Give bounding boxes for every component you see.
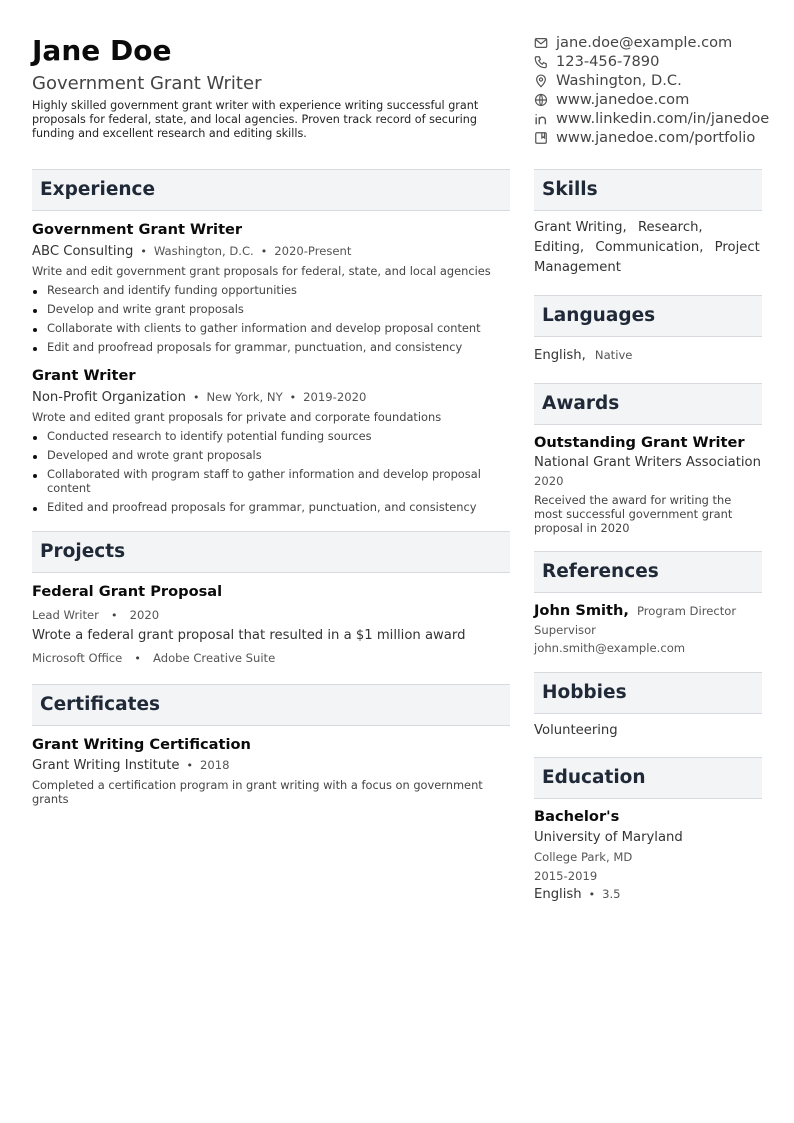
job-meta <box>32 389 510 407</box>
job-bullets <box>32 283 510 354</box>
certificates-heading: Certificates <box>32 684 510 726</box>
skills-list <box>534 218 762 278</box>
award-org: National Grant Writers Association <box>534 455 761 470</box>
profile-summary: Highly skilled government grant writer with experience writing successful grant proposals for federal, state, and local agencies. Proven track record of securing funding and excellent research and editing skills. <box>32 99 479 140</box>
certificate-title: Grant Writing Certification <box>32 736 251 753</box>
globe-icon <box>534 93 548 107</box>
project-tool: Microsoft Office <box>32 651 123 665</box>
certificate-description: Completed a certification program in grant writing with a focus on government grants <box>32 778 483 806</box>
certificate-issuer: Grant Writing Institute <box>32 758 180 773</box>
skill-item: Project Management <box>534 240 760 275</box>
project-role: Lead Writer <box>32 608 99 622</box>
award-item <box>534 434 762 535</box>
job-bullets <box>32 429 510 514</box>
reference-name: John Smith, <box>534 602 629 619</box>
separator-dot: • <box>192 391 200 404</box>
contact-location <box>534 71 762 90</box>
project-year: 2020 <box>129 608 160 622</box>
language-level: Native <box>594 348 633 362</box>
languages-heading: Languages <box>534 295 762 337</box>
reference-title: Program Director <box>636 604 737 618</box>
awards-heading: Awards <box>534 383 762 425</box>
hobby-item: Volunteering <box>534 723 618 738</box>
job-location: Washington, D.C. <box>153 244 254 258</box>
references-heading: References <box>534 551 762 593</box>
portfolio-icon <box>534 131 548 145</box>
list-item: Collaborate with clients to gather information and develop proposal content <box>32 321 510 335</box>
hobbies-heading: Hobbies <box>534 672 762 714</box>
job-meta <box>32 243 510 261</box>
job-company: Non-Profit Organization <box>32 390 186 405</box>
list-item: Collaborated with program staff to gather information and develop proposal content <box>32 467 510 495</box>
list-item: Conducted research to identify potential funding sources <box>32 429 510 443</box>
certificate-item <box>32 736 510 806</box>
reference-relation: Supervisor <box>534 623 596 637</box>
list-item: Develop and write grant proposals <box>32 302 510 316</box>
list-item: Edited and proofread proposals for grammar, punctuation, and consistency <box>32 500 510 514</box>
education-gpa: 3.5 <box>602 887 621 901</box>
school-name: University of Maryland <box>534 830 683 845</box>
main-column <box>32 34 510 806</box>
certificate-year: 2018 <box>200 758 230 772</box>
project-description: Wrote a federal grant proposal that resulted in a $1 million award <box>32 628 466 643</box>
contact-list <box>534 33 770 147</box>
list-item: Research and identify funding opportunities <box>32 283 510 297</box>
separator-dot: • <box>134 652 141 665</box>
education-meta <box>534 886 762 904</box>
contact-email[interactable] <box>534 33 762 52</box>
reference-email[interactable]: john.smith@example.com <box>534 641 686 655</box>
award-year: 2020 <box>534 474 564 488</box>
separator-dot: • <box>111 609 118 622</box>
job-location: New York, NY <box>206 390 283 404</box>
education-item <box>534 808 762 904</box>
list-item: Developed and wrote grant proposals <box>32 448 510 462</box>
contact-portfolio[interactable] <box>534 128 762 147</box>
separator-dot: • <box>140 245 147 258</box>
project-tool: Adobe Creative Suite <box>152 651 276 665</box>
skill-item: Research, <box>637 220 703 235</box>
education-heading: Education <box>534 757 762 799</box>
contact-linkedin[interactable] <box>534 109 770 128</box>
experience-heading: Experience <box>32 169 510 211</box>
website-link[interactable]: www.janedoe.com <box>556 91 690 108</box>
skill-item: Editing, <box>534 240 585 255</box>
skills-heading: Skills <box>534 169 762 211</box>
school-location: College Park, MD <box>534 850 633 864</box>
job-dates: 2019-2020 <box>303 390 367 404</box>
contact-website[interactable] <box>534 90 762 109</box>
projects-heading: Projects <box>32 531 510 573</box>
job-title: Grant Writer <box>32 367 136 384</box>
job-summary: Wrote and edited grant proposals for private and corporate foundations <box>32 410 442 424</box>
portfolio-link[interactable]: www.janedoe.com/portfolio <box>556 129 756 146</box>
education-dates: 2015-2019 <box>534 869 598 883</box>
language-item <box>534 344 762 365</box>
separator-dot: • <box>186 759 193 772</box>
candidate-title: Government Grant Writer <box>32 73 262 94</box>
project-meta <box>32 604 510 623</box>
linkedin-icon <box>534 112 548 126</box>
location-pin-icon <box>534 74 548 88</box>
job-dates: 2020-Present <box>274 244 352 258</box>
education-field: English <box>534 887 582 902</box>
award-description: Received the award for writing the most successful government grant proposal in 2020 <box>534 493 733 535</box>
reference-header <box>534 602 762 620</box>
separator-dot: • <box>260 245 268 258</box>
language-name: English, <box>534 348 586 363</box>
email-text[interactable]: jane.doe@example.com <box>556 34 733 51</box>
certificate-meta <box>32 757 510 775</box>
job-title: Government Grant Writer <box>32 221 243 238</box>
degree: Bachelor's <box>534 808 620 825</box>
skill-item: Grant Writing, <box>534 220 627 235</box>
reference-item <box>534 602 762 655</box>
project-title: Federal Grant Proposal <box>32 583 223 600</box>
separator-dot: • <box>588 888 596 901</box>
phone-icon <box>534 55 548 69</box>
job-summary: Write and edit government grant proposals for federal, state, and local agencies <box>32 264 491 278</box>
project-tools <box>32 647 510 666</box>
contact-phone[interactable] <box>534 52 762 71</box>
skill-item: Communication, <box>595 240 704 255</box>
candidate-name: Jane Doe <box>32 34 172 67</box>
experience-item <box>32 221 510 354</box>
mail-icon <box>534 36 548 50</box>
phone-text[interactable]: 123-456-7890 <box>556 53 660 70</box>
job-company: ABC Consulting <box>32 244 134 259</box>
sidebar-column <box>534 33 770 904</box>
linkedin-link[interactable]: www.linkedin.com/in/janedoe <box>556 110 770 127</box>
separator-dot: • <box>289 391 297 404</box>
project-item <box>32 583 510 666</box>
award-title: Outstanding Grant Writer <box>534 434 745 451</box>
experience-item <box>32 367 510 514</box>
location-text: Washington, D.C. <box>556 72 682 89</box>
list-item: Edit and proofread proposals for grammar, punctuation, and consistency <box>32 340 510 354</box>
